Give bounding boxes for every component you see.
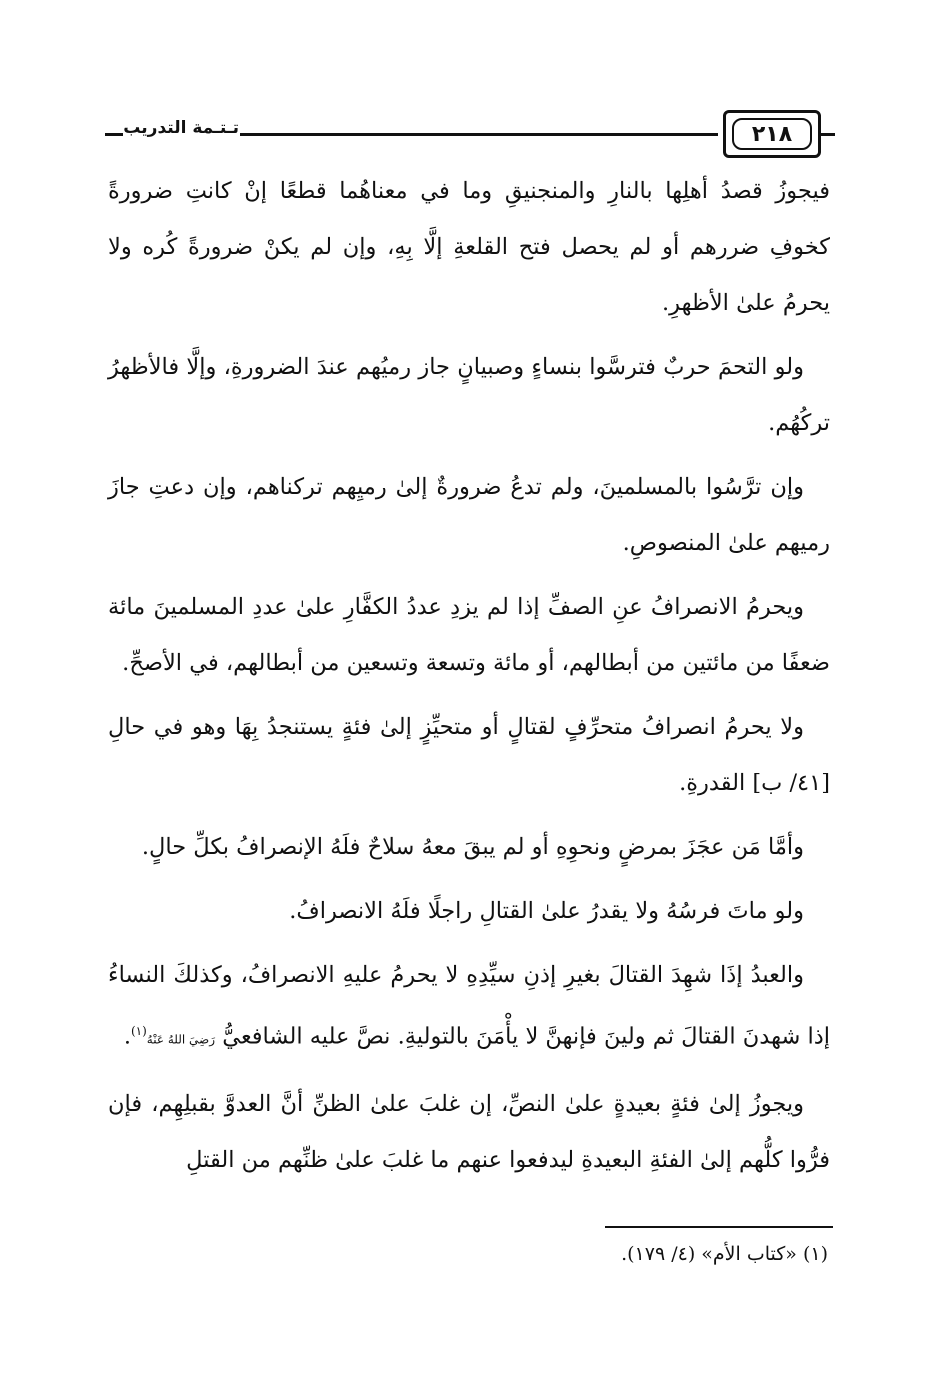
page-header [105, 110, 835, 160]
paragraph-1: فيجوزُ قصدُ أهلِها بالنارِ والمنجنيقِ وما في معناهُما قطعًا إنْ كانتِ ضرورةً كخوفِ ضررهم أو لم يحصل فتح القلعةِ إلَّا بِهِ، وإن لم يكنْ ضرورةً كُره ولا يحرمُ علىٰ الأظهرِ. [108, 178, 830, 316]
paragraph-4: ويحرمُ الانصرافُ عنِ الصفِّ إذا لم يزدِ عددُ الكفَّارِ علىٰ عددِ المسلمينَ مائة ضعفًا من مائتين من أبطالهم، أو مائة وتسعة وتسعين من أبطالهم، في الأصحِّ. [108, 594, 830, 676]
paragraph-8: والعبدُ إذَا شهِدَ القتالَ بغيرِ إذنِ سيِّدِهِ لا يحرمُ عليهِ الانصرافُ، وكذلكَ النساءُ إذا شهدنَ القتالَ ثم ولينَ فإنهنَّ لا يأْمَنَ بالتوليةِ. نصَّ عليه الشافعيُّ رَضِيَ اللهُ عَنْهُ$^{(١)}$. [108, 962, 830, 1050]
paragraph-5: ولا يحرمُ انصرافُ متحرِّفٍ لقتالٍ أو متحيِّزٍ إلىٰ فئةٍ يستنجدُ بِهَا وهو في حالِ [٤١/ ب] القدرةِ. [108, 714, 830, 796]
footnote-separator [605, 1226, 833, 1228]
paragraph-9: ويجوزُ إلىٰ فئةٍ بعيدةٍ علىٰ النصِّ، إن غلبَ علىٰ الظنِّ أنَّ العدوَّ بقبلِهِم، فإن فرُّوا كلُّهم إلىٰ الفئةِ البعيدةِ ليدفعوا عنهم ما غلبَ علىٰ ظنِّهم من القتلِ [108, 1090, 830, 1173]
paragraph-8-text: والعبدُ إذَا شهِدَ القتالَ بغيرِ إذنِ سيِّدِهِ لا يحرمُ عليهِ الانصرافُ، وكذلكَ النساءُ إذا شهدنَ القتالَ ثم ولينَ فإنهنَّ لا يأْمَنَ بالتوليةِ. نصَّ عليه الشافعيُّ [108, 962, 830, 1050]
paragraph-3: وإن ترَّسُوا بالمسلمينَ، ولم تدعُ ضرورةٌ إلىٰ رميِهم تركناهم، وإن دعتِ جازَ رميهم علىٰ المنصوصِ. [108, 474, 830, 556]
header-rule-middle [240, 133, 718, 136]
footnote: (١) «كتاب الأم» (٤/ ١٧٩). [621, 1243, 828, 1265]
paragraph-7: ولو ماتَ فرسُهُ ولا يقدرُ علىٰ القتالِ راجلًا فلَهُ الانصرافُ. [289, 898, 804, 924]
honorific-glyph: رَضِيَ اللهُ عَنْهُ [146, 1032, 216, 1047]
main-text [108, 163, 830, 1196]
header-rule-left [105, 133, 123, 136]
header-rule-right [821, 133, 835, 136]
running-title: تـتـمة التدريب [123, 118, 239, 138]
page-number-frame [723, 110, 821, 158]
footnote-ref: (١) [130, 1024, 147, 1038]
paragraph-2: ولو التحمَ حربٌ فترسَّوا بنساءٍ وصبيانٍ جاز رميُهم عندَ الضرورةِ، وإلَّا فالأظهرُ تركُهُم. [108, 354, 830, 436]
paragraph-6: وأمَّا مَن عجَزَ بمرضٍ ونحوِهِ أو لم يبقَ معهُ سلاحٌ فلَهُ الإنصرافُ بكلِّ حالٍ. [141, 834, 804, 860]
page-number: ٢١٨ [732, 118, 812, 150]
